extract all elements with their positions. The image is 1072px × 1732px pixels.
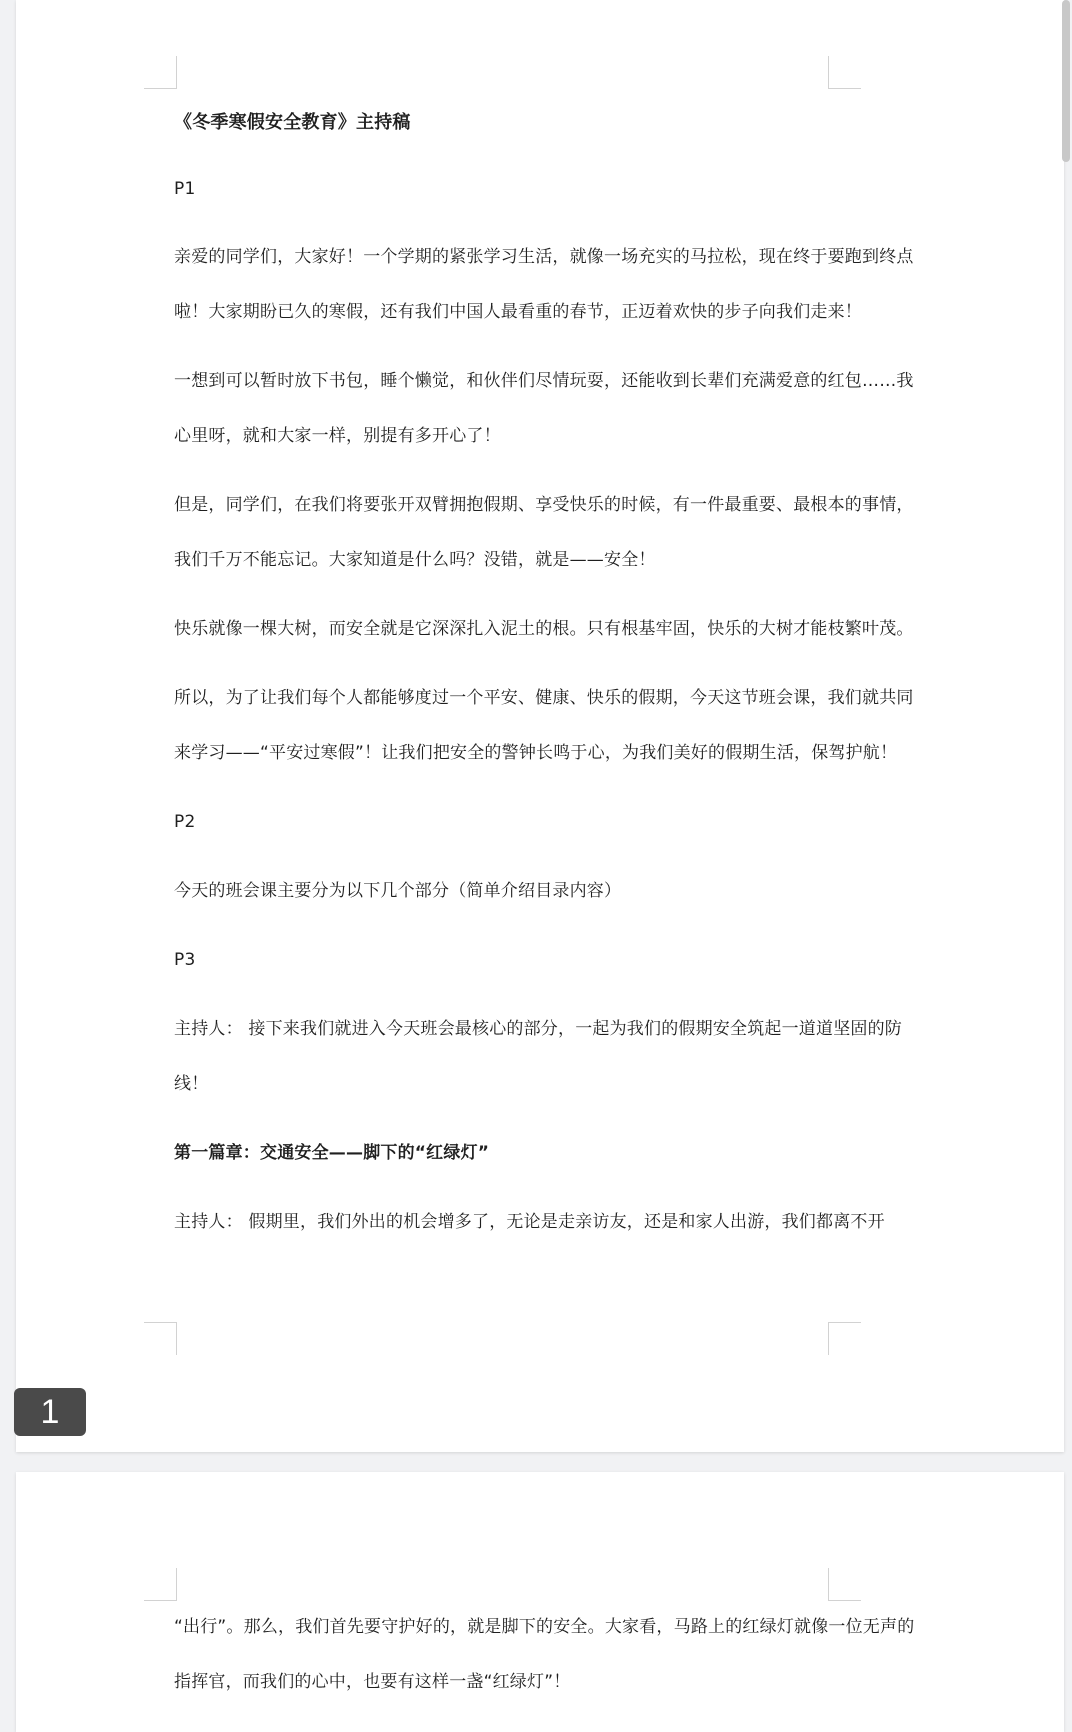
paragraph: 所以，为了让我们每个人都能够度过一个平安、健康、快乐的假期，今天这节班会课，我们就共同来学习——“平安过寒假”！让我们把安全的警钟长鸣于心，为我们美好的假期生活，保驾护航！	[174, 688, 914, 763]
slide-marker-p3: P3	[174, 950, 196, 970]
crop-mark-bottom-right	[828, 1322, 861, 1355]
slide-marker-p1: P1	[174, 179, 196, 199]
document-page-2	[16, 1472, 1064, 1732]
section-heading: 第一篇章：交通安全——脚下的“红绿灯”	[174, 1143, 490, 1163]
paragraph: 快乐就像一棵大树，而安全就是它深深扎入泥土的根。只有根基牢固，快乐的大树才能枝繁叶茂。	[174, 619, 914, 639]
page-1-content	[174, 106, 922, 1264]
document-page-1	[16, 0, 1064, 1452]
slide-marker-p2: P2	[174, 812, 196, 832]
document-title: 《冬季寒假安全教育》主持稿	[174, 112, 411, 133]
vertical-scrollbar-thumb[interactable]	[1062, 0, 1070, 162]
crop-mark-top-left	[144, 1568, 177, 1601]
paragraph: 主持人： 接下来我们就进入今天班会最核心的部分，一起为我们的假期安全筑起一道道坚固的防线！	[174, 1019, 903, 1094]
paragraph: 主持人： 假期里，我们外出的机会增多了，无论是走亲访友，还是和家人出游，我们都离不开	[174, 1212, 885, 1232]
page-2-content	[174, 1600, 922, 1724]
page-number-badge: 1	[14, 1388, 86, 1436]
paragraph: 亲爱的同学们，大家好！一个学期的紧张学习生活，就像一场充实的马拉松，现在终于要跑到终点啦！大家期盼已久的寒假，还有我们中国人最看重的春节，正迈着欢快的步子向我们走来！	[174, 247, 914, 322]
paragraph: 但是，同学们，在我们将要张开双臂拥抱假期、享受快乐的时候，有一件最重要、最根本的事情，我们千万不能忘记。大家知道是什么吗？没错，就是——安全！	[174, 495, 914, 570]
crop-mark-top-left	[144, 56, 177, 89]
paragraph: “出行”。那么，我们首先要守护好的，就是脚下的安全。大家看，马路上的红绿灯就像一位无声的指挥官，而我们的心中，也要有这样一盏“红绿灯”！	[174, 1617, 915, 1692]
paragraph: 今天的班会课主要分为以下几个部分（简单介绍目录内容）	[174, 881, 622, 901]
crop-mark-bottom-left	[144, 1322, 177, 1355]
paragraph: 一想到可以暂时放下书包，睡个懒觉，和伙伴们尽情玩耍，还能收到长辈们充满爱意的红包……我心里呀，就和大家一样，别提有多开心了！	[174, 371, 914, 446]
crop-mark-top-right	[828, 56, 861, 89]
crop-mark-top-right	[828, 1568, 861, 1601]
